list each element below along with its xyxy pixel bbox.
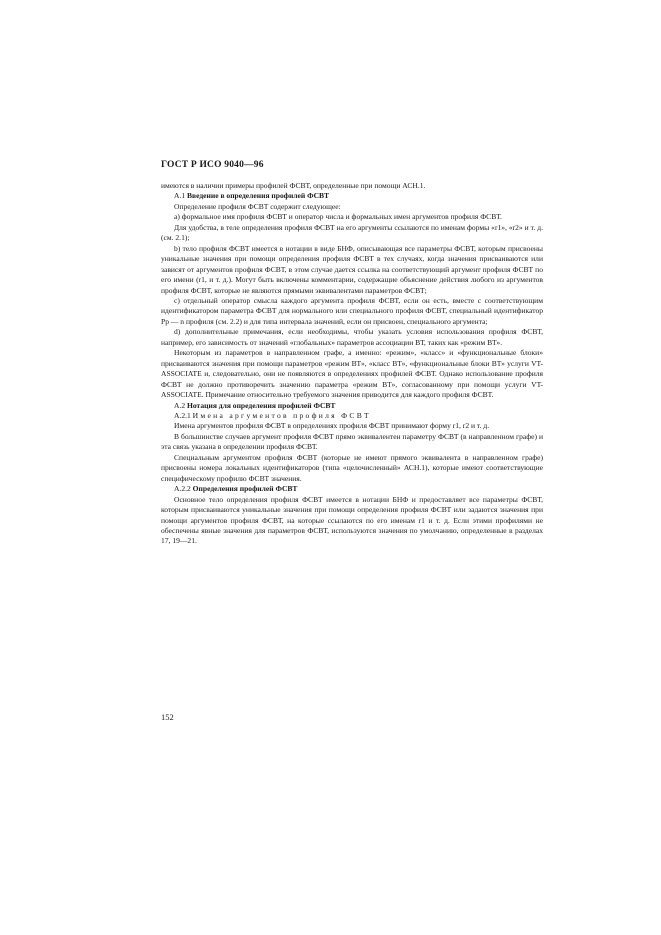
section-number: А.2.2 — [174, 484, 193, 494]
paragraph: Специальным аргументом профиля ФСВТ (которые не имеют прямого эквивалента в направленном графе) присвоены номера локальных идентификаторов (типа «целочисленный» АСН.1), которые имеют соответствующие специфическому профилю ФСВТ значения. — [161, 452, 543, 483]
section-number: А.1 — [174, 191, 187, 201]
paragraph: Основное тело определения профиля ФСВТ имеется в нотации БНФ и предоставляет все параметры ФСВТ, которым присваиваются уникальные значения при помощи определения профиля ФСВТ или задаются значения при помощи аргументов профиля ФСВТ, на которые ссылаются по его именам r1 и т. д. Если этими профилями не обеспечены явные значения для параметров ФСВТ, используются значения по умолчанию, определенные в разделах 17, 19—21. — [161, 494, 543, 546]
paragraph — [161, 484, 543, 494]
paragraph: Определение профиля ФСВТ содержит следующее: — [174, 201, 341, 211]
section-number: А.2.1 — [174, 410, 193, 420]
page-header: ГОСТ Р ИСО 9040—96 — [161, 160, 264, 170]
paragraph: с) отдельный оператор смысла каждого аргумента профиля ФСВТ, если он есть, вместе с соответствующим идентификатором параметра ФСВТ для нормального или специального профиля ФСВТ, специальный идентификатор Рр — n профиля (см. 2.2) и для типа интервала значений, если он присвоен, специального аргумента; — [161, 295, 543, 326]
page-number: 152 — [161, 712, 174, 722]
paragraph — [161, 191, 543, 201]
body-text — [161, 181, 543, 547]
section-heading: Введение в определения профилей ФСВТ — [187, 191, 330, 201]
section-number: А.2 — [174, 400, 187, 410]
paragraph: b) тело профиля ФСВТ имеется в нотации в виде БНФ, описывающая все параметры ФСВТ, которым присвоены уникальные значения при помощи определения профиля ФСВТ в тех случаях, когда значения присваиваются или зависят от аргументов профиля ФСВТ, в этом случае дается ссылка на соответствующий аргумент профиля ФСВТ по его имени (r1, и т. д.). Могут быть включены комментарии, содержащие объяснение действия любого из аргументов профиля ФСВТ, которые не являются прямыми эквивалентами параметров ФСВТ; — [161, 243, 543, 295]
paragraph: Некоторым из параметров в направленном графе, а именно: «режим», «класс» и «функциональные блоки» присваиваются значения при помощи параметров «режим ВТ», «класс ВТ», «функциональные блоки ВТ» услуги VT-ASSOCIATE и, следовательно, они не появляются в определениях профилей ФСВТ. Однако использование профиля ФСВТ не должно противоречить значению параметра «режим ВТ», согласованному при помощи услуги VT-ASSOCIATE. Примечание относительно требуемого значения приводится для каждого профиля ФСВТ. — [161, 348, 543, 400]
paragraph: а) формальное имя профиля ФСВТ и оператор числа и формальных имен аргументов профиля ФСВТ. — [174, 212, 502, 222]
paragraph: В большинстве случаев аргумент профиля ФСВТ прямо эквивалентен параметру ФСВТ (в направленном графе) и эта связь указана в определении профиля ФСВТ. — [161, 431, 543, 452]
section-heading: Имена аргументов профиля ФСВТ — [192, 410, 371, 420]
paragraph: Имена аргументов профиля ФСВТ в определениях профиля ФСВТ принимают форму r1, r2 и т. д. — [174, 421, 490, 431]
paragraph: d) дополнительные примечания, если необходимы, чтобы указать условия использования профиля ФСВТ, например, его зависимость от значений «глобальных» параметров ассоциации ВТ, таких как «режим ВТ». — [161, 327, 543, 347]
section-heading: Определения профилей ФСВТ — [192, 484, 298, 494]
paragraph — [161, 401, 543, 411]
section-heading: Нотация для определения профилей ФСВТ — [187, 400, 336, 410]
paragraph: Для удобства, в теле определения профиля ФСВТ на его аргументы ссылаются по именам формы «r1», «r2» и т. д. (см. 2.1); — [161, 222, 543, 243]
paragraph — [161, 411, 543, 421]
paragraph: имеются в наличии примеры профилей ФСВТ, определенные при помощи АСН.1. — [161, 181, 426, 190]
